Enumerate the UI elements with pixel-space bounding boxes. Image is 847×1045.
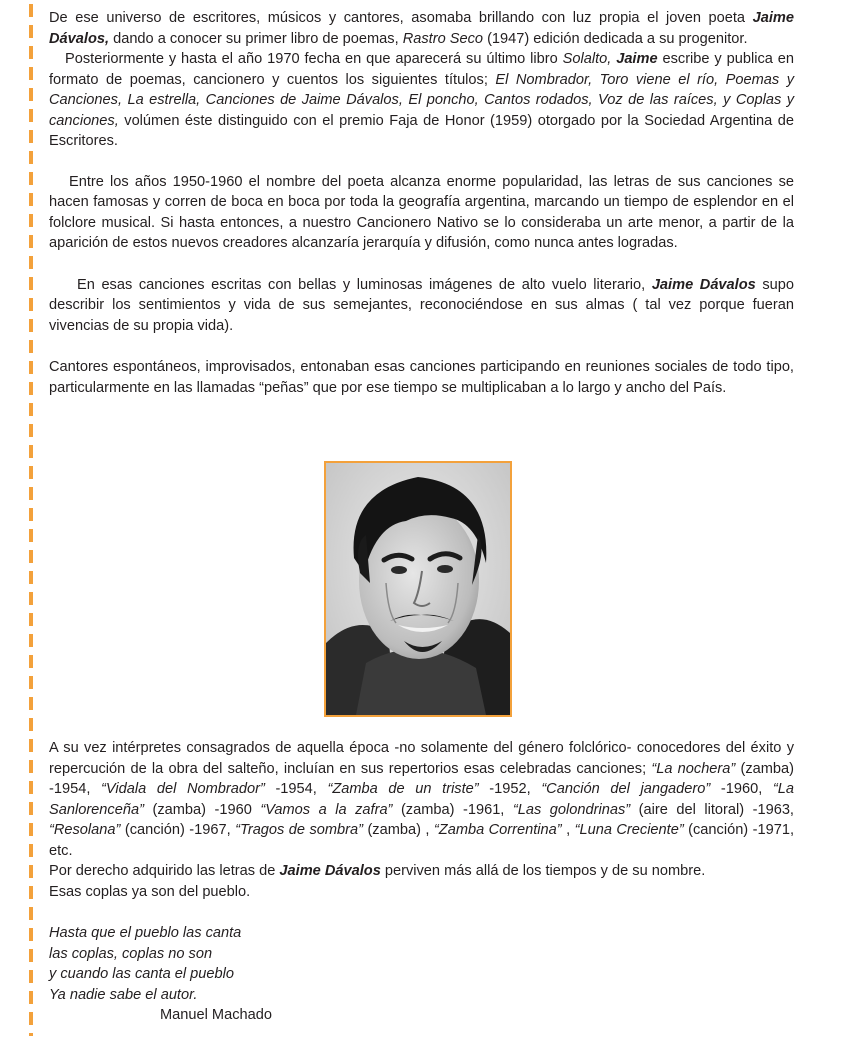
paragraph-2: Posteriormente y hasta el año 1970 fecha en que aparecerá su último libro Solalto, Jaime escribe y publica en formato de poemas, cancionero y cuentos los siguientes títulos; El Nombrador, Toro viene el río, Poemas y Canciones, La estrella, Canciones de Jaime Dávalos, El poncho, Cantos rodados, Voz de las raíces, y Coplas y canciones, volúmen éste distinguido con el premio Faja de Honor (1959) otorgado por la Sociedad Argentina de Escritores. <box>49 51 795 149</box>
portrait-illustration <box>326 463 510 715</box>
poem-line: Hasta que el pueblo las canta <box>49 925 242 941</box>
poem-quote <box>49 923 794 1026</box>
portrait-photo <box>324 461 512 717</box>
poem-line: y cuando las canta el pueblo <box>49 966 234 982</box>
dashed-margin-rule <box>29 4 33 1036</box>
article-body-bottom <box>49 738 794 1026</box>
article-body-top <box>49 8 794 398</box>
paragraph-7: Por derecho adquirido las letras de Jaime Dávalos perviven más allá de los tiempos y de su nombre. <box>49 863 706 879</box>
poem-line: Ya nadie sabe el autor. <box>49 986 198 1003</box>
paragraph-6: A su vez intérpretes consagrados de aquella época -no solamente del género folclórico- conocedores del éxito y repercución de la obra del salteño, incluían en sus repertorios esas celebradas canciones; “La nochera” (zamba) -1954, “Vidala del Nombrador” -1954, “Zamba de un triste” -1952, “Canción del jangadero” -1960, “La Sanlorenceña” (zamba) -1960 “Vamos a la zafra” (zamba) -1961, “Las golondrinas” (aire del litoral) -1963, “Resolana” (canción) -1967, “Tragos de sombra” (zamba) , “Zamba Correntina” , “Luna Creciente” (canción) -1971, etc. <box>49 740 795 859</box>
paragraph-8: Esas coplas ya son del pueblo. <box>49 883 251 900</box>
paragraph-4: En esas canciones escritas con bellas y luminosas imágenes de alto vuelo literario, Jaime Dávalos supo describir los sentimientos y vida de sus semejantes, reconociéndose en sus almas ( tal vez porque fueran vivencias de su propia vida). <box>49 276 794 334</box>
poem-author: Manuel Machado <box>160 1007 272 1023</box>
paragraph-5: Cantores espontáneos, improvisados, entonaban esas canciones participando en reuniones sociales de todo tipo, particularmente en las llamadas “peñas” que por ese tiempo se multiplicaban a lo largo y ancho del País. <box>49 359 794 396</box>
poem-line: las coplas, coplas no son <box>49 945 213 962</box>
paragraph-3: Entre los años 1950-1960 el nombre del poeta alcanza enorme popularidad, las letras de sus canciones se hacen famosas y corren de boca en boca por toda la geografía argentina, marcando un tiempo de esplendor en el folclore musical. Si hasta entonces, a nuestro Cancionero Nativo se lo consideraba un arte menor, a partir de la aparición de estos nuevos creadores alcanzaría jerarquía y difusión, como nunca antes logradas. <box>49 173 794 251</box>
paragraph-1: De ese universo de escritores, músicos y cantores, asomaba brillando con luz propia el joven poeta Jaime Dávalos, dando a conocer su primer libro de poemas, Rastro Seco (1947) edición dedicada a su progenitor. <box>49 10 794 47</box>
